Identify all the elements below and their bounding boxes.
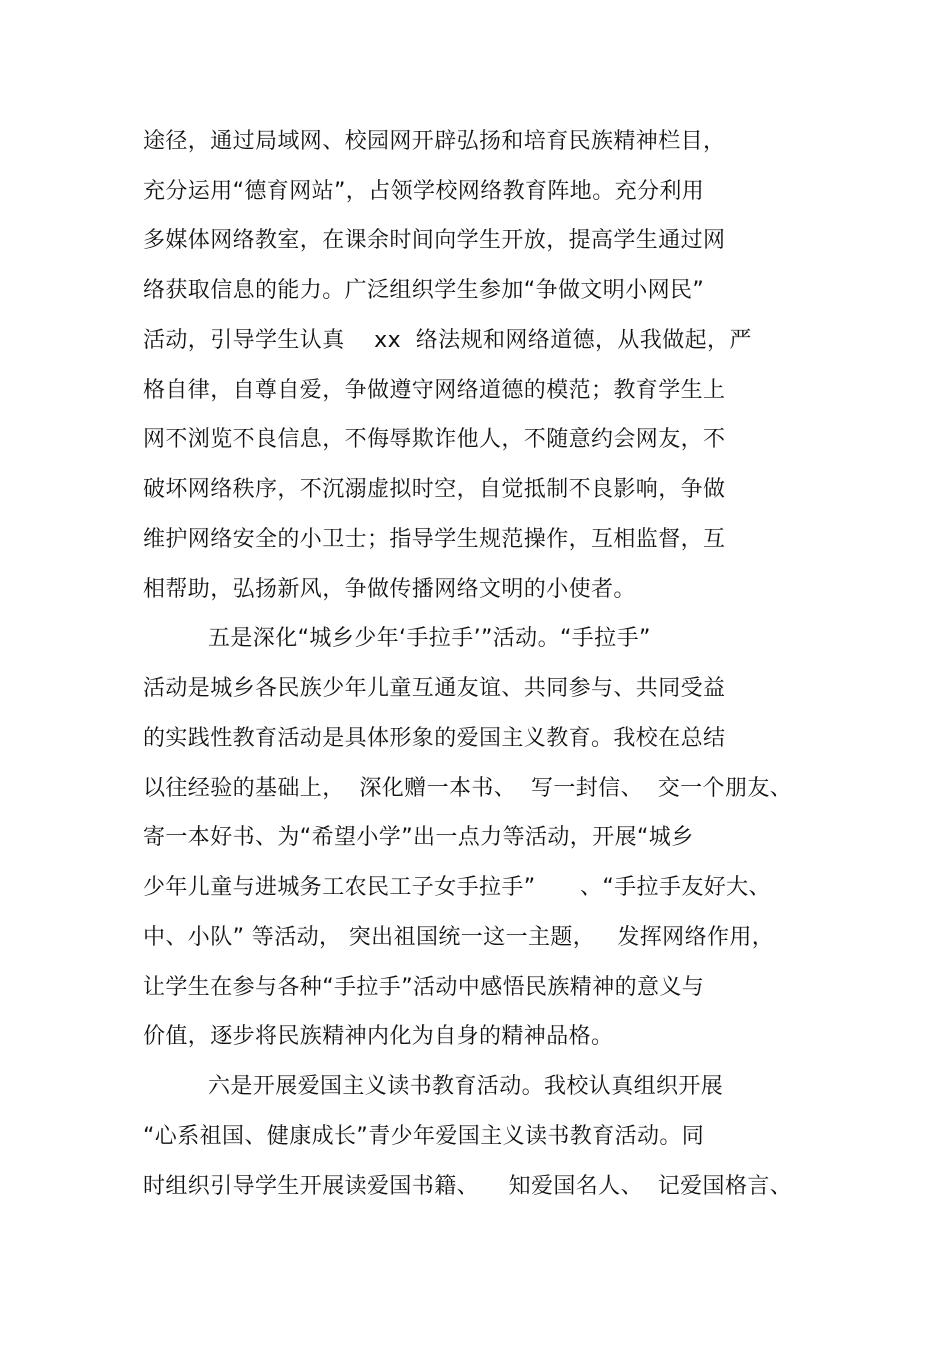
text-line-14: 以往经验的基础上， 深化赠一本书、 写一封信、 交一个朋友、 bbox=[143, 776, 793, 801]
paragraph-start-line: 六是开展爱国主义读书教育活动。我校认真组织开展 bbox=[208, 1074, 724, 1099]
text-line-21: “心系祖国、健康成长”青少年爱国主义读书教育活动。同 bbox=[143, 1124, 705, 1149]
text-line-4: 络获取信息的能力。广泛组织学生参加“争做文明小网民” bbox=[143, 278, 705, 303]
text-line-10: 相帮助，弘扬新风，争做传播网络文明的小使者。 bbox=[143, 577, 636, 602]
paragraph-start-line: 五是深化“城乡少年‘手拉手’”活动。“手拉手” bbox=[208, 626, 651, 651]
text-line-22: 时组织引导学生开展读爱国书籍、 知爱国名人、 记爱国格言、 bbox=[143, 1174, 793, 1199]
text-line-19: 价值，逐步将民族精神内化为自身的精神品格。 bbox=[143, 1024, 614, 1049]
text-line-5: 活动，引导学生认真 xx 络法规和网络道德，从我做起，严 bbox=[143, 328, 752, 353]
text-line-12: 活动是城乡各民族少年儿童互通友谊、共同参与、共同受益 bbox=[143, 676, 726, 701]
text-line-16: 少年儿童与进城务工农民工子女手拉手” 、“手拉手友好大、 bbox=[143, 875, 771, 900]
text-line-3: 多媒体网络教室，在课余时间向学生开放，提高学生通过网 bbox=[143, 228, 726, 253]
text-line-18: 让学生在参与各种“手拉手”活动中感悟民族精神的意义与 bbox=[143, 975, 705, 1000]
text-line-17: 中、小队” 等活动， 突出祖国统一这一主题， 发挥网络作用， bbox=[143, 925, 775, 950]
text-line-13: 的实践性教育活动是具体形象的爱国主义教育。我校在总结 bbox=[143, 726, 726, 751]
text-line-2: 充分运用“德育网站”，占领学校网络教育阵地。充分利用 bbox=[143, 179, 705, 204]
text-line-15: 寄一本好书、为“希望小学”出一点力等活动，开展“城乡 bbox=[143, 825, 694, 850]
text-line-9: 维护网络安全的小卫士；指导学生规范操作，互相监督，互 bbox=[143, 527, 726, 552]
text-line-7: 网不浏览不良信息，不侮辱欺诈他人，不随意约会网友，不 bbox=[143, 427, 726, 452]
text-line-6: 格自律，自尊自爱，争做遵守网络道德的模范；教育学生上 bbox=[143, 378, 726, 403]
text-line-8: 破坏网络秩序，不沉溺虚拟时空，自觉抵制不良影响，争做 bbox=[143, 477, 726, 502]
text-line-1: 途径，通过局域网、校园网开辟弘扬和培育民族精神栏目， bbox=[143, 129, 726, 154]
